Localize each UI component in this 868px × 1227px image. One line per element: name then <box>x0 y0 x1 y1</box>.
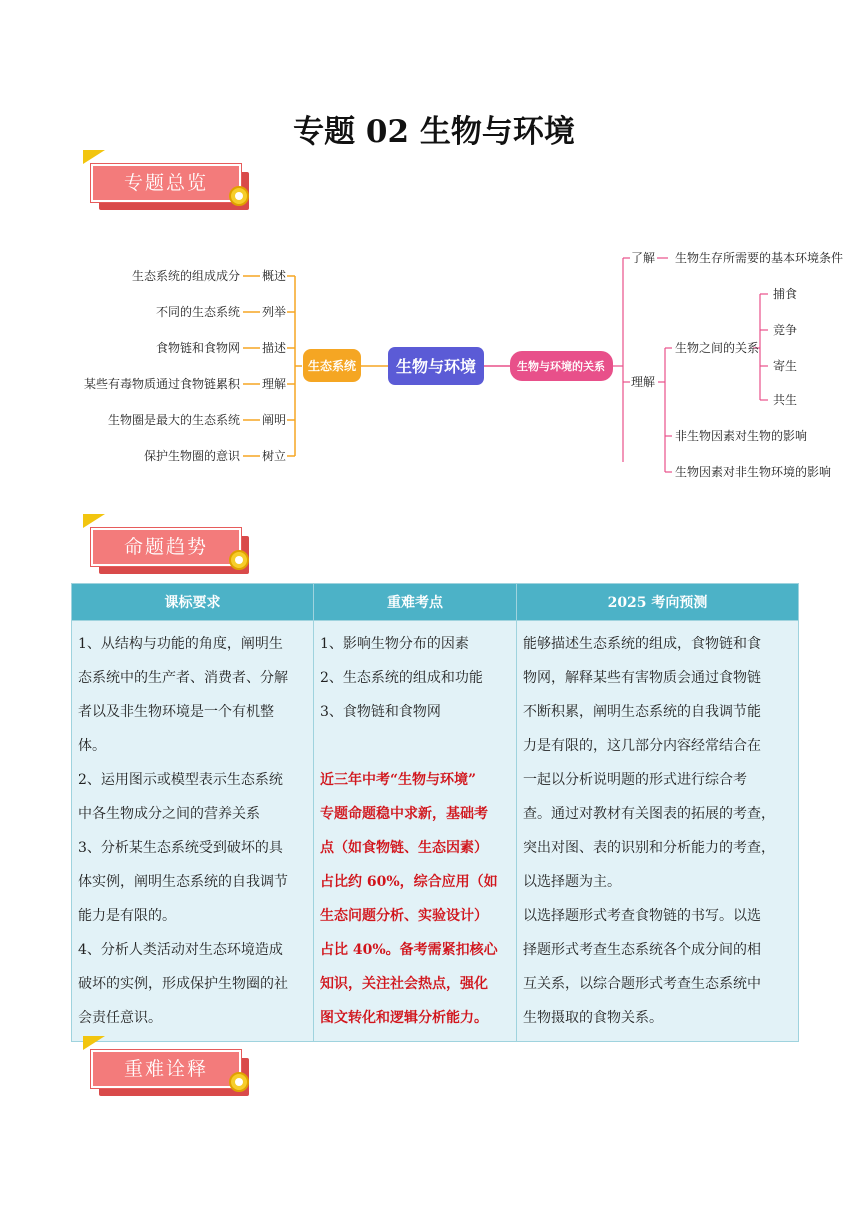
mindmap-left-item: 生态系统的组成成分 <box>131 269 240 283</box>
table-header: 重难考点 <box>314 584 517 621</box>
flag-icon <box>83 150 105 164</box>
mind-map <box>0 230 868 500</box>
flag-icon <box>83 514 105 528</box>
table-cell-forecast: 能够描述生态系统的组成，食物链和食 物网，解释某些有害物质会通过食物链 不断积累，阐明生态系统的自我调节能 力是有限的，这几部分内容经常结合在 一起以分析说明题的形式进行综合考 查。通过对教材有关图表的拓展的考查， 突出对图、表的识别和分析能力的考查， 以选择题为主。 以选择题形式考查食物链的书写。以选 择题形式考查生态系统各个成分间的相 互关系，以综合题形式考查生态系统中 生物摄取的食物关系。 <box>517 621 799 1042</box>
table-row <box>72 621 799 1042</box>
mindmap-node-center-label: 生物与环境 <box>395 357 477 376</box>
table-cell-keypoints: 1、影响生物分布的因素 2、生态系统的组成和功能 3、食物链和食物网 近三年中考“生物与环境” 专题命题稳中求新，基础考 点（如食物链、生态因素） 占比约 60%，综合应用（如 生态问题分析、实验设计） 占比 40%。备考需紧扣核心 知识，关注社会热点，强化 图文转化和逻辑分析能力。 <box>314 621 517 1042</box>
mindmap-right-item: 生物生存所需要的基本环境条件 <box>675 251 844 265</box>
mindmap-relation: 生物之间的关系 <box>675 341 760 355</box>
section-banner-trend <box>91 528 259 578</box>
section-title-overview: 专题总览 <box>123 172 208 194</box>
mindmap-right-comprehend: 理解 <box>631 375 656 389</box>
mindmap-right-understand: 了解 <box>631 251 656 265</box>
mindmap-left-verb: 概述 <box>262 269 287 283</box>
table-header: 2025 考向预测 <box>517 584 799 621</box>
mindmap-left-item: 不同的生态系统 <box>155 305 240 319</box>
mindmap-node-ecosystem-label: 生态系统 <box>307 359 357 373</box>
section-banner-overview <box>91 164 259 214</box>
mindmap-relation-item: 捕食 <box>773 287 798 301</box>
table-header: 课标要求 <box>72 584 314 621</box>
mindmap-left-item: 生物圈是最大的生态系统 <box>107 413 240 427</box>
flag-icon <box>83 1036 105 1050</box>
trend-table <box>71 583 799 1042</box>
mindmap-left-verb: 树立 <box>262 449 287 463</box>
mindmap-node-relation-label: 生物与环境的关系 <box>517 360 605 373</box>
mindmap-left-verb: 理解 <box>262 377 287 391</box>
mindmap-relation-item: 寄生 <box>773 359 798 373</box>
section-banner-explain <box>91 1050 259 1100</box>
mindmap-relation-item: 竞争 <box>773 323 798 337</box>
page-title: 专题 02 生物与环境 <box>293 114 575 150</box>
mindmap-left-item: 某些有毒物质通过食物链累积 <box>83 377 240 391</box>
mindmap-left-verb: 描述 <box>262 341 287 355</box>
section-title-trend: 命题趋势 <box>123 536 208 558</box>
section-title-explain: 重难诠释 <box>123 1058 208 1080</box>
table-cell-requirements: 1、从结构与功能的角度，阐明生 态系统中的生产者、消费者、分解 者以及非生物环境是一个有机整 体。 2、运用图示或模型表示生态系统 中各生物成分之间的营养关系 3、分析某生态系统受到破坏的具 体实例，阐明生态系统的自我调节 能力是有限的。 4、分析人类活动对生态环境造成 破坏的实例，形成保护生物圈的社 会责任意识。 <box>72 621 314 1042</box>
mindmap-left-verb: 阐明 <box>262 413 287 427</box>
mindmap-left-item: 食物链和食物网 <box>155 341 240 355</box>
table-header-row <box>72 584 799 621</box>
mindmap-left-verb: 列举 <box>262 305 287 319</box>
mindmap-left-item: 保护生物圈的意识 <box>143 449 240 463</box>
mindmap-relation-item: 共生 <box>773 393 798 407</box>
mindmap-abiotic: 非生物因素对生物的影响 <box>675 429 808 443</box>
mindmap-biotic: 生物因素对非生物环境的影响 <box>675 465 832 479</box>
